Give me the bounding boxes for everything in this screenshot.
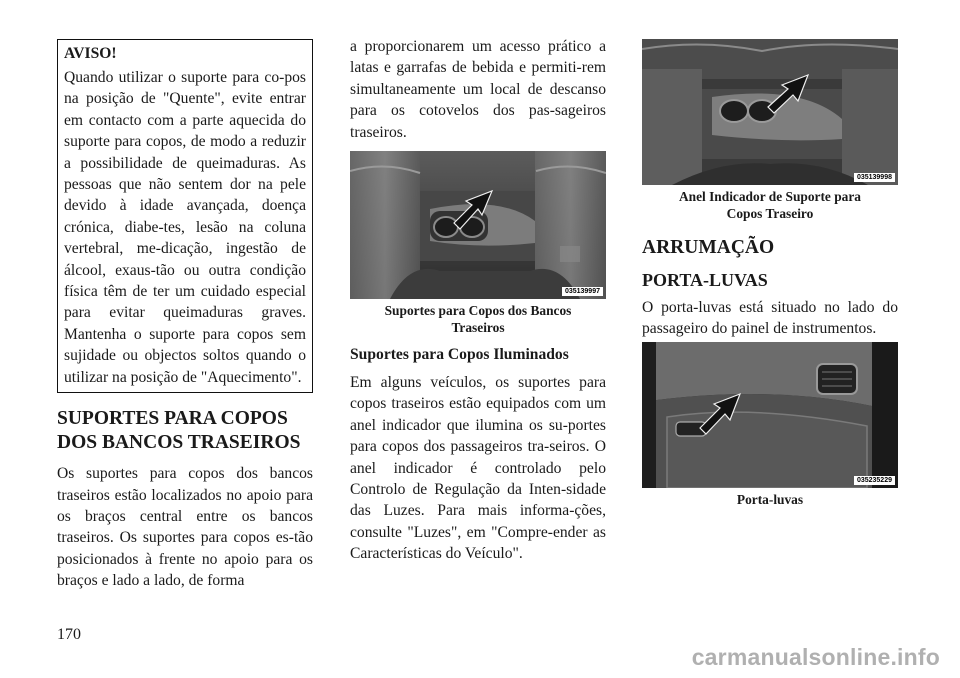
illuminated-text: Em alguns veículos, os suportes para copos traseiros estão equipados com um anel indicador que ilumina os su-portes para copos dos passageiros tra-seiros. O anel indicador é controlado pelo Controlo de Regulação da Inten-sidade das Luzes. Para mais informa-ções, consulte "Luzes", em "Compre-ender as Características do Veículo". xyxy=(350,374,606,563)
glovebox-text: O porta-luvas está situado no lado do passageiro do painel de instrumentos. xyxy=(642,299,898,338)
figure-indicator-ring xyxy=(642,39,898,185)
figure-caption-rear-cupholders xyxy=(350,303,606,336)
figure-caption-indicator-ring xyxy=(642,189,898,222)
figure-rear-cupholders xyxy=(350,151,606,299)
figure-indicator-ring-image xyxy=(642,39,898,185)
section-heading-rear-cupholders xyxy=(57,407,313,455)
column-right xyxy=(642,36,898,508)
warning-text: Quando utilizar o suporte para co-pos na posição de "Quente", evite entrar em contacto com a parte aquecida do suporte para copos, de modo a reduzir a possibilidade de queimaduras. As pessoas que não sentem dor na pele devido à idade avançada, doença crónica, diabe-tes, lesão na coluna vertebral, me-dicação, ingestão de álcool, exaus-tão ou outra condição física têm de ter um cuidado especial para evitar queimaduras graves. Mantenha o suporte para copos sem sujidade ou objectos soltos quando o utilizar na posição de "Aquecimento". xyxy=(64,69,306,386)
watermark: carmanualsonline.info xyxy=(691,644,940,670)
caption-line-2: Traseiros xyxy=(451,319,505,335)
figure-code: 035139998 xyxy=(854,173,895,182)
figure-glovebox-image xyxy=(642,342,898,488)
subheading-illuminated: Suportes para Copos Iluminados xyxy=(350,346,569,364)
caption-line-2: Copos Traseiro xyxy=(726,205,814,221)
rear-cupholders-text-part2: a proporcionarem um acesso prático a latas e garrafas de bebida e permiti-rem simultaneamente um local de descanso para os cotovelos dos pas-sageiros traseiros. xyxy=(350,38,606,141)
caption-line-1: Suportes para Copos dos Bancos xyxy=(384,303,572,319)
column-middle xyxy=(350,36,606,565)
warning-box xyxy=(57,39,313,393)
section-heading-storage: ARRUMAÇÃO xyxy=(642,237,775,258)
figure-code: 035235229 xyxy=(854,476,895,485)
section-heading-glovebox: PORTA-LUVAS xyxy=(642,270,768,290)
figure-code: 035139997 xyxy=(562,287,603,296)
figure-rear-cupholders-image xyxy=(350,151,606,299)
rear-cupholders-text-part1: Os suportes para copos dos bancos traseiros estão localizados no apoio para os braços central entre os bancos traseiros. Os suportes para copos es-tão posicionados à frente no apoio para os braços e lado a lado, de forma xyxy=(57,465,313,590)
figure-caption-glovebox: Porta-luvas xyxy=(736,491,804,507)
heading-line-2: DOS BANCOS TRASEIROS xyxy=(57,432,301,454)
heading-line-1: SUPORTES PARA COPOS xyxy=(57,408,288,430)
warning-title: AVISO! xyxy=(64,45,117,62)
caption-line-1: Anel Indicador de Suporte para xyxy=(678,189,862,204)
page-number: 170 xyxy=(57,626,81,643)
column-left xyxy=(57,36,313,592)
figure-glovebox xyxy=(642,342,898,488)
